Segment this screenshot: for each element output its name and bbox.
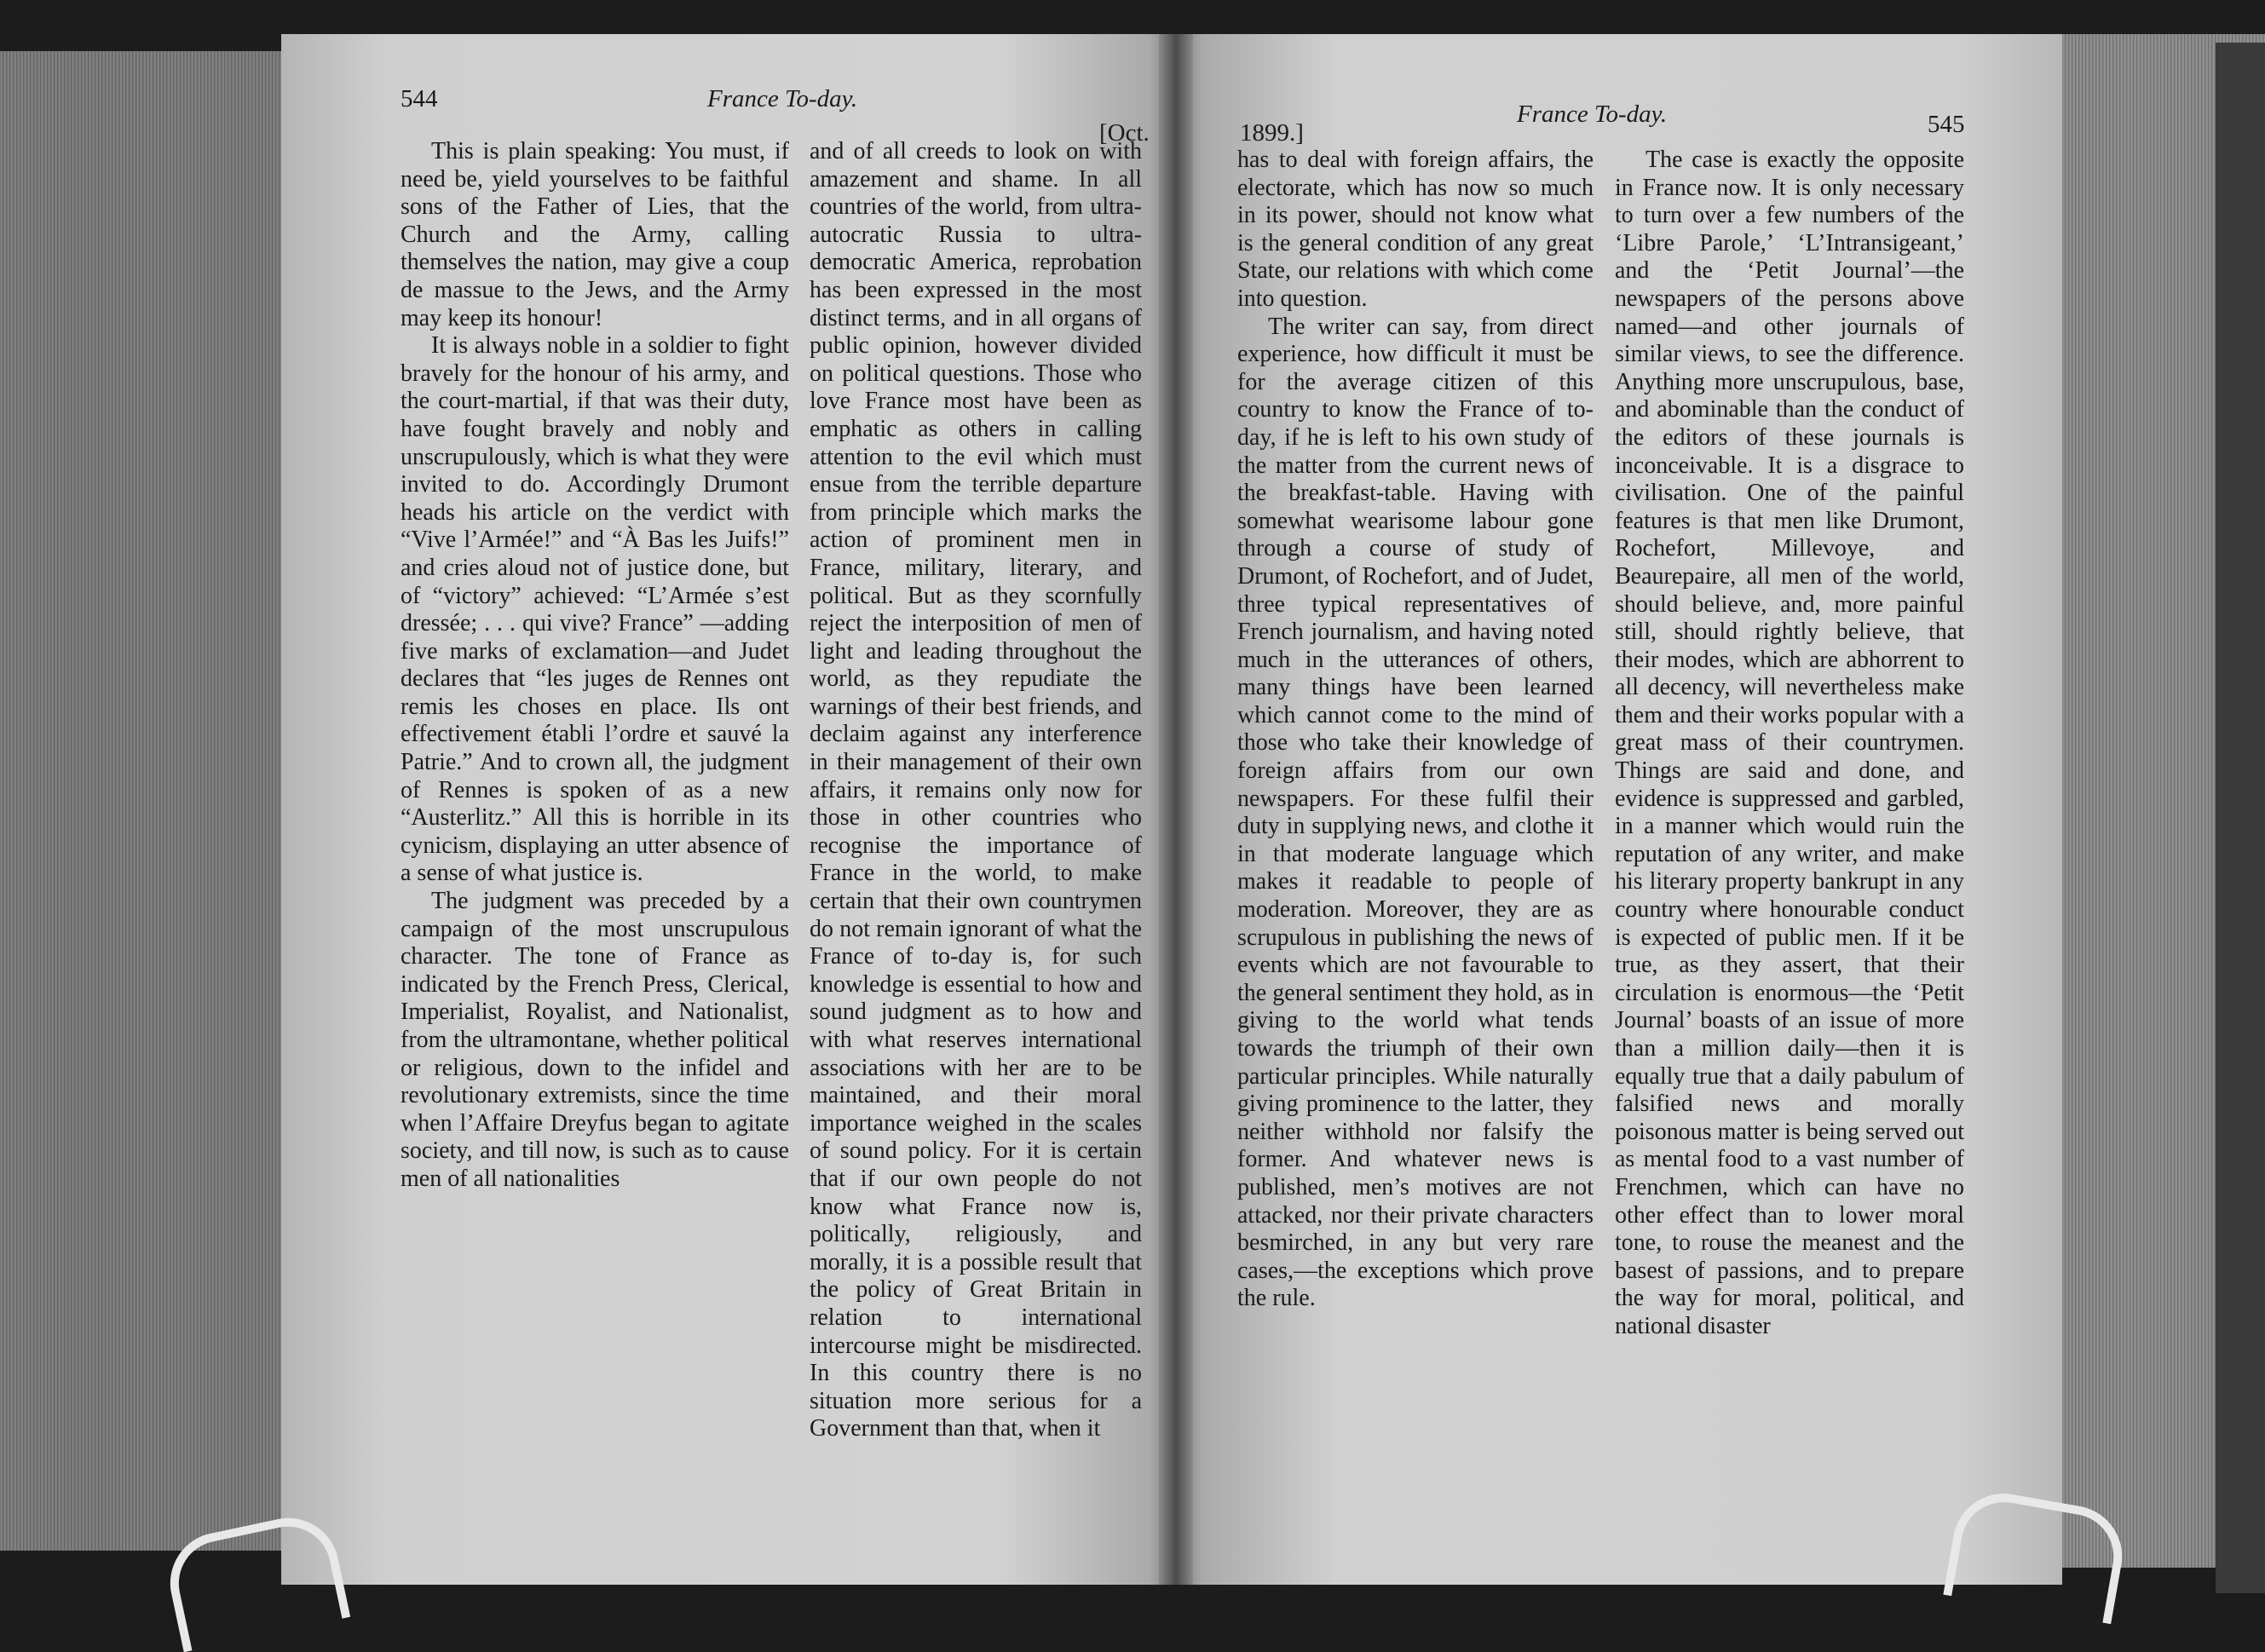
left-page-number: 544 [401, 85, 438, 112]
paragraph: The case is exactly the opposite in France now. It is only necessary to turn over a few numbers of the ‘Libre Parole,’ ‘L’Intransigeant,’ and the ‘Petit Journal’—the newspapers of the persons above named—and other journals of similar views, to see the difference. Anything more unscrupulous, base, and abominable than the conduct of the editors of these journals is inconceivable. It is a disgrace to civilisation. One of the painful features is that men like Drumont, Rochefort, Millevoye, and Beaurepaire, all men of the world, should believe, and, more painful still, should rightly believe, that their modes, which are abhorrent to all decency, will nevertheless make them and their works popular with a great mass of their countrymen. Things are said and done, and evidence is suppressed and garbled, in a manner which would ruin the reputation of any writer, and make his literary property bankrupt in any country where honourable conduct is expected of public men. If it be true, as they assert, that their circulation is enormous—the ‘Petit Journal’ boasts of an issue of more than a million daily—then it is equally true that a daily pabulum of falsified news and morally poisonous matter is being served out as mental food to a vast number of Frenchmen, which can have no other effect than to lower moral tone, to rouse the meanest and the basest of passions, and to prepare the way for moral, political, and national disaster [1615, 147, 1964, 1339]
paragraph: It is always noble in a soldier to fight bravely for the honour of his army, and the court-martial, if that was their duty, have fought bravely and nobly and unscrupulously, which is what they were invited to do. Accordingly Drumont heads his article on the verdict with “Vive l’Armée!” and “À Bas les Juifs!” and cries aloud not of justice done, but of “victory” achieved: “L’Armée s’est dressée; . . . qui vive? France” —adding five marks of exclamation—and Judet declares that “les juges de Rennes ont remis les choses en place. Ils ont effectivement établi l’ordre et sauvé la Patrie.” And to crown all, the judgment of Rennes is spoken of as a new “Austerlitz.” All this is horrible in its cynicism, displaying an utter absence of a sense of what justice is. [401, 332, 789, 887]
left-running-title: France To-day. [707, 85, 858, 112]
right-page-number: 545 [1928, 111, 1965, 138]
left-page-column-1 [401, 138, 789, 1194]
paragraph: The writer can say, from direct experience, how difficult it must be for the average citizen of this country to know the France of to-day, if he is left to his own study of the matter from the current news of the breakfast-table. Having with somewhat wearisome labour gone through a course of study of Drumont, of Rochefort, and of Judet, three typical representatives of French journalism, and having noted much in the utterances of others, many things have been learned which cannot come to the mind of those who take their knowledge of foreign affairs from our own newspapers. For these fulfil their duty in supplying news, and clothe it in that moderate language which makes it readable to people of moderation. Moreover, they are as scrupulous in publishing the news of events which are not favourable to the general sentiment they hold, as in giving to the world what tends towards the triumph of their own particular principles. While naturally giving prominence to the latter, they neither withhold nor falsify the former. And whatever news is published, men’s motives are not attacked, nor their private characters besmirched, in any but very rare cases,—the exceptions which prove the rule. [1237, 313, 1594, 1312]
book-gutter [1159, 34, 1193, 1585]
right-running-title: France To-day. [1517, 101, 1668, 128]
right-page-column-2 [1615, 147, 1964, 1341]
paragraph: has to deal with foreign affairs, the electorate, which has now so much in its power, should not know what is the general condition of any great State, our relations with which come into question. [1237, 147, 1594, 312]
left-date-mark: [Oct. [1099, 119, 1150, 147]
paragraph: This is plain speaking: You must, if need be, yield yourselves to be faithful sons of the Father of Lies, that the Church and the Army, calling themselves the nation, may give a coup de massue to the Jews, and the Army may keep its honour! [401, 138, 789, 331]
right-date-mark: 1899.] [1240, 119, 1304, 147]
book-cover-edge [2216, 43, 2265, 1593]
paragraph: The judgment was preceded by a campaign of the most unscrupulous character. The tone of France as indicated by the French Press, Clerical, Imperialist, Royalist, and Nationalist, from the ultramontane, whether political or religious, down to the infidel and revolutionary extremists, since the time when l’Affaire Dreyfus began to agitate society, and till now, is such as to cause men of all nationalities [401, 888, 789, 1192]
right-page-column-1 [1237, 147, 1594, 1313]
left-page-column-2 [810, 138, 1142, 1443]
left-page-edges [0, 51, 290, 1551]
paragraph: and of all creeds to look on with amazement and shame. In all countries of the world, from ultra-autocratic Russia to ultra-democratic America, reprobation has been expressed in the most distinct terms, and in all organs of public opinion, however divided on political questions. Those who love France most have been as emphatic as others in calling attention to the evil which must ensue from the terrible departure from principle which marks the action of prominent men in France, military, literary, and political. But as they scornfully reject the interposition of men of light and leading throughout the world, as they repudiate the warnings of their best friends, and declaim against any interference in their management of their own affairs, it remains only now for those in other countries who recognise the importance of France in the world, to make certain that their own countrymen do not remain ignorant of what the France of to-day is, for such knowledge is essential to how and sound judgment as to how and with what reserves international associations with her are to be maintained, and their moral importance weighed in the scales of sound policy. For it is certain that if our own people do not know what France now is, politically, religiously, and morally, it is a possible result that the policy of Great Britain in relation to international intercourse might be misdirected. In this country there is no situation more serious for a Government than that, when it [810, 138, 1142, 1442]
